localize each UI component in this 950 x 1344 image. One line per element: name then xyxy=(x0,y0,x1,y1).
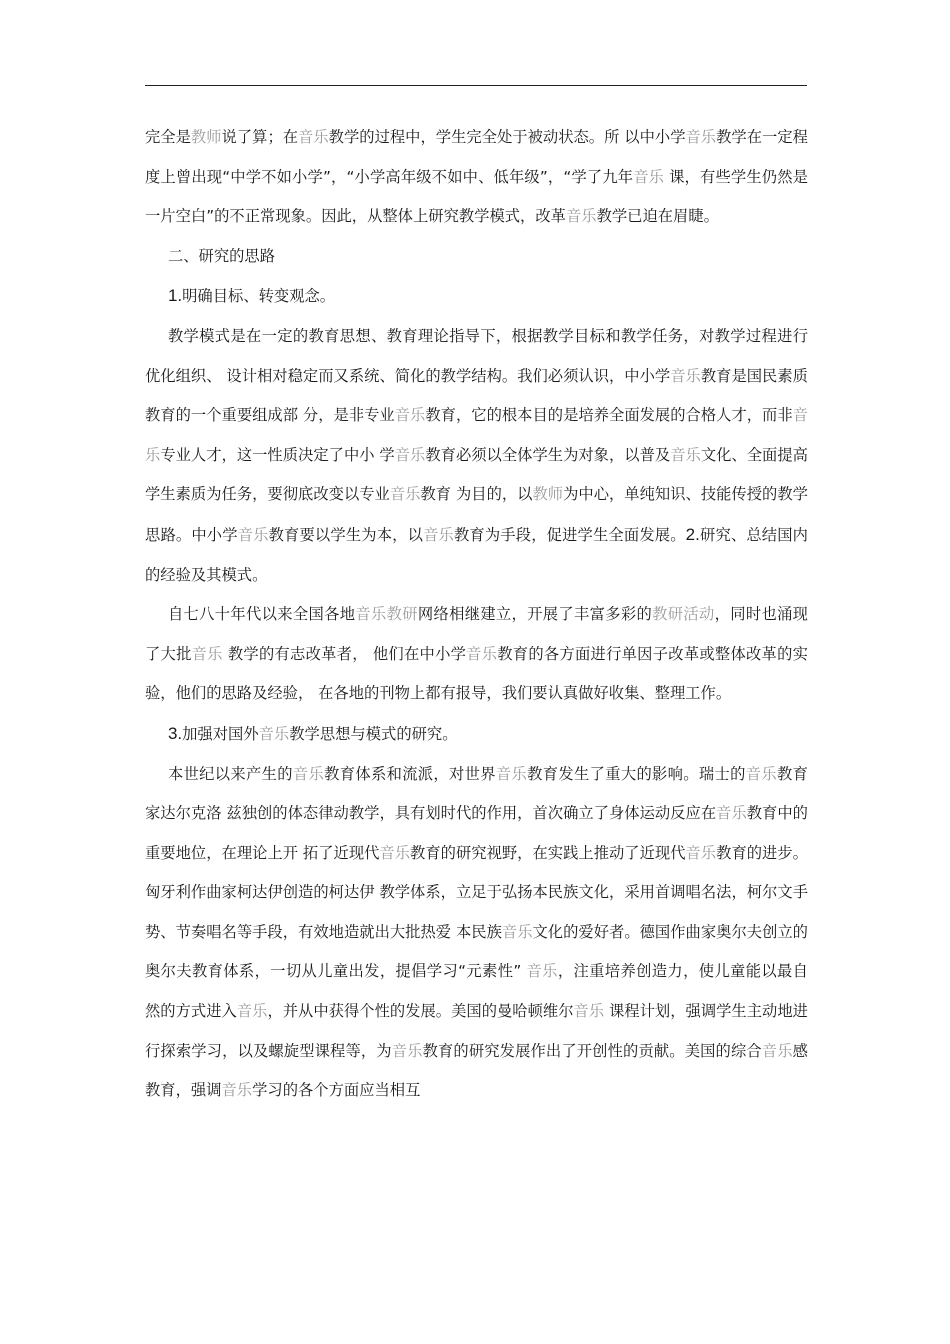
document-body xyxy=(145,118,808,1111)
text-run: 教育中的重要地位，在理论上开 拓了近现代 xyxy=(145,804,808,862)
text-run: 教育 为目的，以 xyxy=(420,485,533,504)
text-run: 教育，它的根本目的是培养全面发展的合格人才，而非 xyxy=(425,406,793,425)
text-run: 本世纪以来产生的 xyxy=(167,764,293,783)
paragraph xyxy=(145,118,808,237)
keyword-link[interactable]: 音乐 xyxy=(685,843,717,862)
keyword-link[interactable]: 音乐教研 xyxy=(355,605,418,624)
text-run: ，并从中获得个性的发展。美国的曼哈顿维尔 xyxy=(267,1002,574,1021)
text-run: 网络相继建立，开展了丰富多彩的 xyxy=(417,605,653,624)
list-number: 2. xyxy=(685,524,700,544)
text-run: 教学的过程中，学生完全处于被动状态。所 以中小学 xyxy=(328,128,686,146)
text-run: ，同时也涌现了大批 xyxy=(145,605,808,663)
keyword-link[interactable]: 教师 xyxy=(190,128,222,146)
keyword-link[interactable]: 音乐 xyxy=(761,1041,793,1060)
text-run: 教育体系和流派，对世界 xyxy=(324,764,496,783)
paragraph xyxy=(145,276,808,317)
keyword-link[interactable]: 音乐 xyxy=(526,962,558,981)
keyword-link[interactable]: 音乐 xyxy=(394,406,426,425)
keyword-link[interactable]: 音乐 xyxy=(633,167,665,186)
keyword-link[interactable]: 音乐 xyxy=(394,445,426,464)
list-number: 1. xyxy=(167,286,183,306)
paragraph xyxy=(145,755,808,1111)
text-run: 加强对国外 xyxy=(182,724,259,743)
keyword-link[interactable]: 音乐 xyxy=(379,843,411,862)
keyword-link[interactable]: 音乐 xyxy=(258,724,290,743)
keyword-link[interactable]: 音乐 xyxy=(501,922,533,941)
text-run: 教育的研究发展作出了开创性的贡献。美国的综合 xyxy=(422,1041,762,1060)
keyword-link[interactable]: 音乐 xyxy=(423,525,454,544)
text-run: 课，有些学生仍然是一片空白”的不正常现象。因此，从整体上研究教学模式，改革 xyxy=(145,167,808,226)
text-run: 研究、总结国内的经验及其模式。 xyxy=(145,525,808,584)
text-run: 课程计划，强调学生主动地进行探索学习，以及螺旋型课程等，为 xyxy=(145,1002,808,1060)
keyword-link[interactable]: 音乐 xyxy=(191,644,223,663)
keyword-link[interactable]: 音乐 xyxy=(391,1041,423,1060)
text-run: 教育家达尔克洛 兹独创的体态律动教学，具有划时代的作用，首次确立了身体运动反应在 xyxy=(145,764,808,823)
keyword-link[interactable]: 音乐 xyxy=(145,406,808,464)
text-run: 教学的有志改革者， 他们在中小学 xyxy=(222,644,467,663)
text-run: 教学思想与模式的研究。 xyxy=(289,724,458,743)
text-run: 为中心，单纯知识、技能传授的教学思路。中小学 xyxy=(145,485,808,544)
list-number: 3. xyxy=(167,723,183,743)
keyword-link[interactable]: 音乐 xyxy=(745,764,777,783)
text-run: 教育的研究视野，在实践上推动了近现代 xyxy=(410,843,686,862)
header-rule xyxy=(145,85,807,86)
keyword-link[interactable]: 音乐 xyxy=(573,1002,605,1021)
text-run: 完全是 xyxy=(145,128,191,146)
text-run: 教育为手段，促进学生全面发展。 xyxy=(453,525,686,544)
keyword-link[interactable]: 音乐 xyxy=(716,804,747,823)
text-run: 教育的各方面进行单因子改革或整体改革的实验，他们的思路及经验， 在各地的刊物上都有报导，我们要认真做好收集、整理工作。 xyxy=(145,644,808,703)
text-run: 明确目标、转变观念。 xyxy=(182,287,336,306)
text-run: 教育发生了重大的影响。瑞士的 xyxy=(527,764,746,783)
keyword-link[interactable]: 音乐 xyxy=(236,1002,268,1021)
text-run: 教学模式是在一定的教育思想、教育理论指导下，根据教学目标和教学任务，对教学过程进行优化组织、 设计相对稳定而又系统、简化的教学结构。我们必须认识，中小学 xyxy=(145,326,808,385)
keyword-link[interactable]: 音乐 xyxy=(298,128,329,146)
keyword-link[interactable]: 音乐 xyxy=(685,128,717,146)
keyword-link[interactable]: 音乐 xyxy=(495,764,528,783)
paragraph xyxy=(145,237,808,277)
text-run: 说了算；在 xyxy=(221,128,299,146)
paragraph xyxy=(145,714,808,755)
keyword-link[interactable]: 音乐 xyxy=(670,366,701,385)
text-run: 教学在一定程度上曾出现“中学不如小学”，“小学高年级不如中、低年级”，“学了九年 xyxy=(145,128,808,186)
text-run: 二、研究的思路 xyxy=(167,246,276,265)
text-run: 学习的各个方面应当相互 xyxy=(252,1081,421,1100)
keyword-link[interactable]: 音乐 xyxy=(221,1081,253,1100)
text-run: 教学已迫在眉睫。 xyxy=(596,207,719,226)
text-run: 文化、全面提高学生素质为任务，要彻底改变以专业 xyxy=(145,445,808,504)
keyword-link[interactable]: 音乐 xyxy=(670,445,701,464)
text-run: 自七八十年代以来全国各地 xyxy=(167,605,356,624)
keyword-link[interactable]: 教师 xyxy=(532,485,564,504)
keyword-link[interactable]: 音乐 xyxy=(237,525,269,544)
keyword-link[interactable]: 音乐 xyxy=(292,764,325,783)
paragraph xyxy=(145,595,808,714)
text-run: 感教育，强调 xyxy=(145,1041,808,1100)
text-run: 教育要以学生为本，以 xyxy=(268,525,424,544)
text-run: 专业人才，这一性质决定了中小 学 xyxy=(160,445,395,464)
keyword-link[interactable]: 音乐 xyxy=(389,485,421,504)
keyword-link[interactable]: 音乐 xyxy=(466,644,498,663)
keyword-link[interactable]: 教研活动 xyxy=(652,605,715,624)
text-run: 教育的进步。匈牙利作曲家柯达伊创造的柯达伊 教学体系，立足于弘扬本民族文化，采用首调唱名法，柯尔文手势、节奏唱名等手段，有效地造就出大批热爱 本民族 xyxy=(145,843,808,941)
text-run: ，注重培养创造力，使儿童能以最自然的方式进入 xyxy=(145,962,808,1021)
keyword-link[interactable]: 音乐 xyxy=(565,207,597,226)
text-run: 文化的爱好者。德国作曲家奥尔夫创立的奥尔夫教育体系，一切从儿童出发，提倡学习“元素性” xyxy=(145,922,808,981)
text-run: 教育是国民素质教育的一个重要组成部 分，是非专业 xyxy=(145,366,808,425)
text-run: 教育必须以全体学生为对象，以普及 xyxy=(425,445,671,464)
paragraph xyxy=(145,317,808,595)
